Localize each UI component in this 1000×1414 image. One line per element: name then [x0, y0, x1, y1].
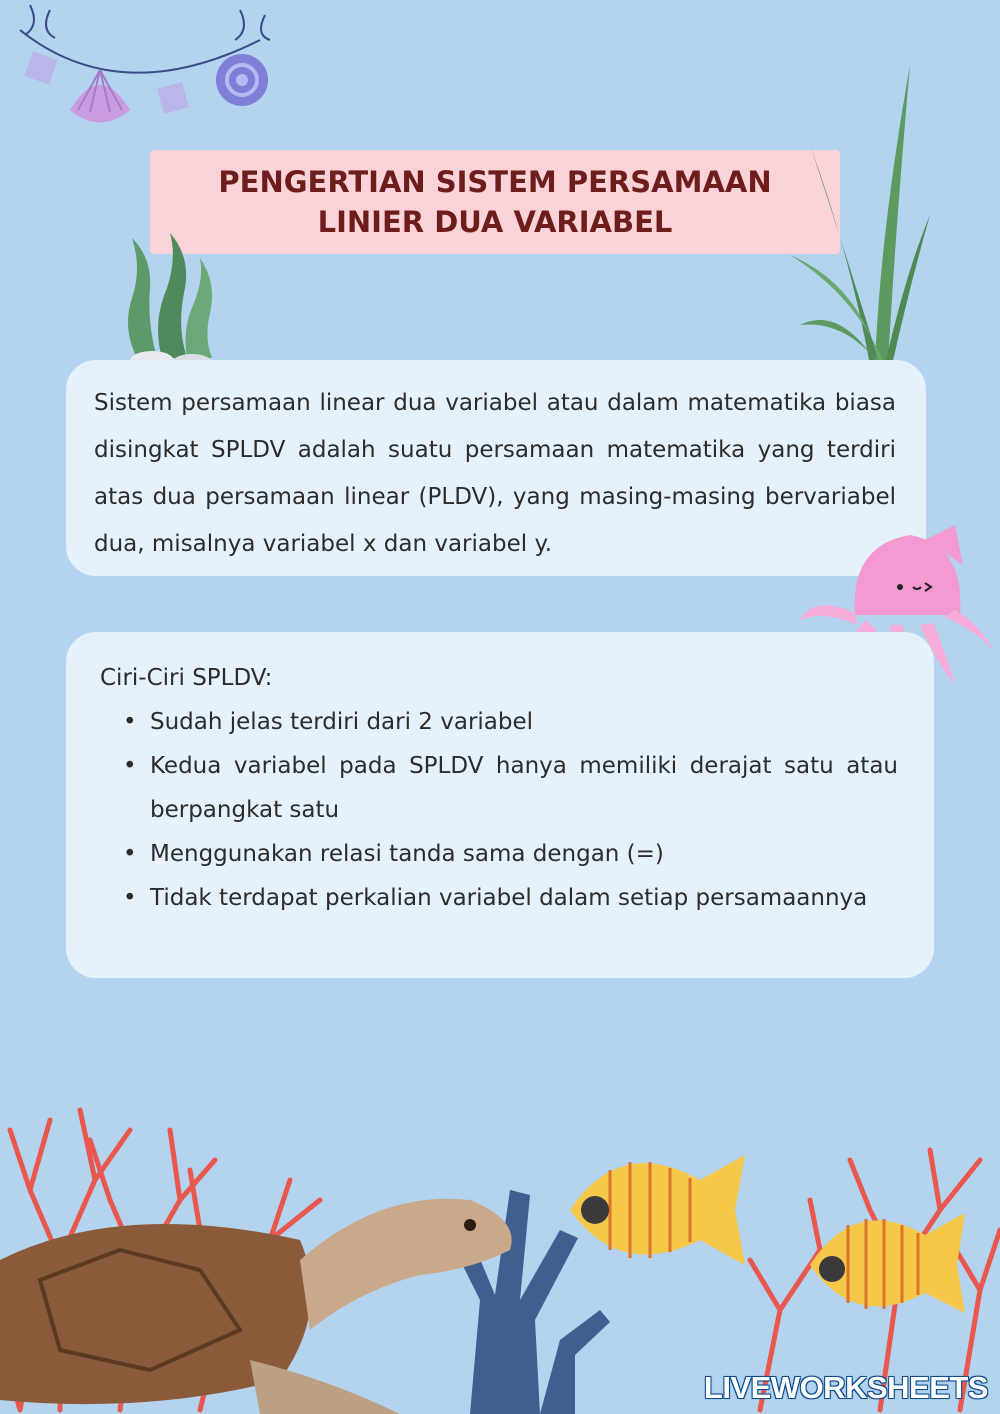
characteristics-card — [66, 632, 934, 978]
bullet-icon: • — [123, 709, 137, 735]
list-item — [123, 700, 898, 744]
characteristics-title: Ciri-Ciri SPLDV: — [100, 665, 273, 691]
title-line-1: PENGERTIAN SISTEM PERSAMAAN — [218, 165, 772, 199]
bullet-icon: • — [123, 885, 137, 911]
liveworksheets-logo: LIVEWORKSHEETS — [703, 1370, 988, 1405]
list-item-text: Tidak terdapat perkalian variabel dalam setiap persamaannya — [150, 885, 868, 911]
list-item — [123, 832, 898, 876]
characteristics-list — [100, 700, 898, 920]
seaweed-icon — [112, 228, 222, 373]
list-item — [123, 744, 898, 832]
shell-garland-icon — [0, 0, 300, 160]
bullet-icon: • — [123, 841, 137, 867]
title-line-2: LINIER DUA VARIABEL — [317, 205, 673, 239]
page-title — [150, 150, 840, 254]
seaweed-icon — [780, 55, 940, 370]
list-item-text: Sudah jelas terdiri dari 2 variabel — [150, 709, 534, 735]
turtle-icon — [0, 1180, 560, 1414]
bullet-icon: • — [123, 753, 137, 779]
fish-icon — [800, 1195, 970, 1320]
definition-text: Sistem persamaan linear dua variabel atau dalam matematika biasa disingkat SPLDV adalah suatu persamaan matematika yang terdiri atas dua persamaan linear (PLDV), yang masing-masing bervariabel dua, misalnya variabel x dan variabel y. — [94, 390, 896, 557]
fish-icon — [560, 1140, 750, 1270]
list-item-text: Kedua variabel pada SPLDV hanya memiliki derajat satu atau berpangkat satu — [150, 753, 898, 823]
list-item — [123, 876, 898, 920]
list-item-text: Menggunakan relasi tanda sama dengan (=) — [150, 841, 664, 867]
